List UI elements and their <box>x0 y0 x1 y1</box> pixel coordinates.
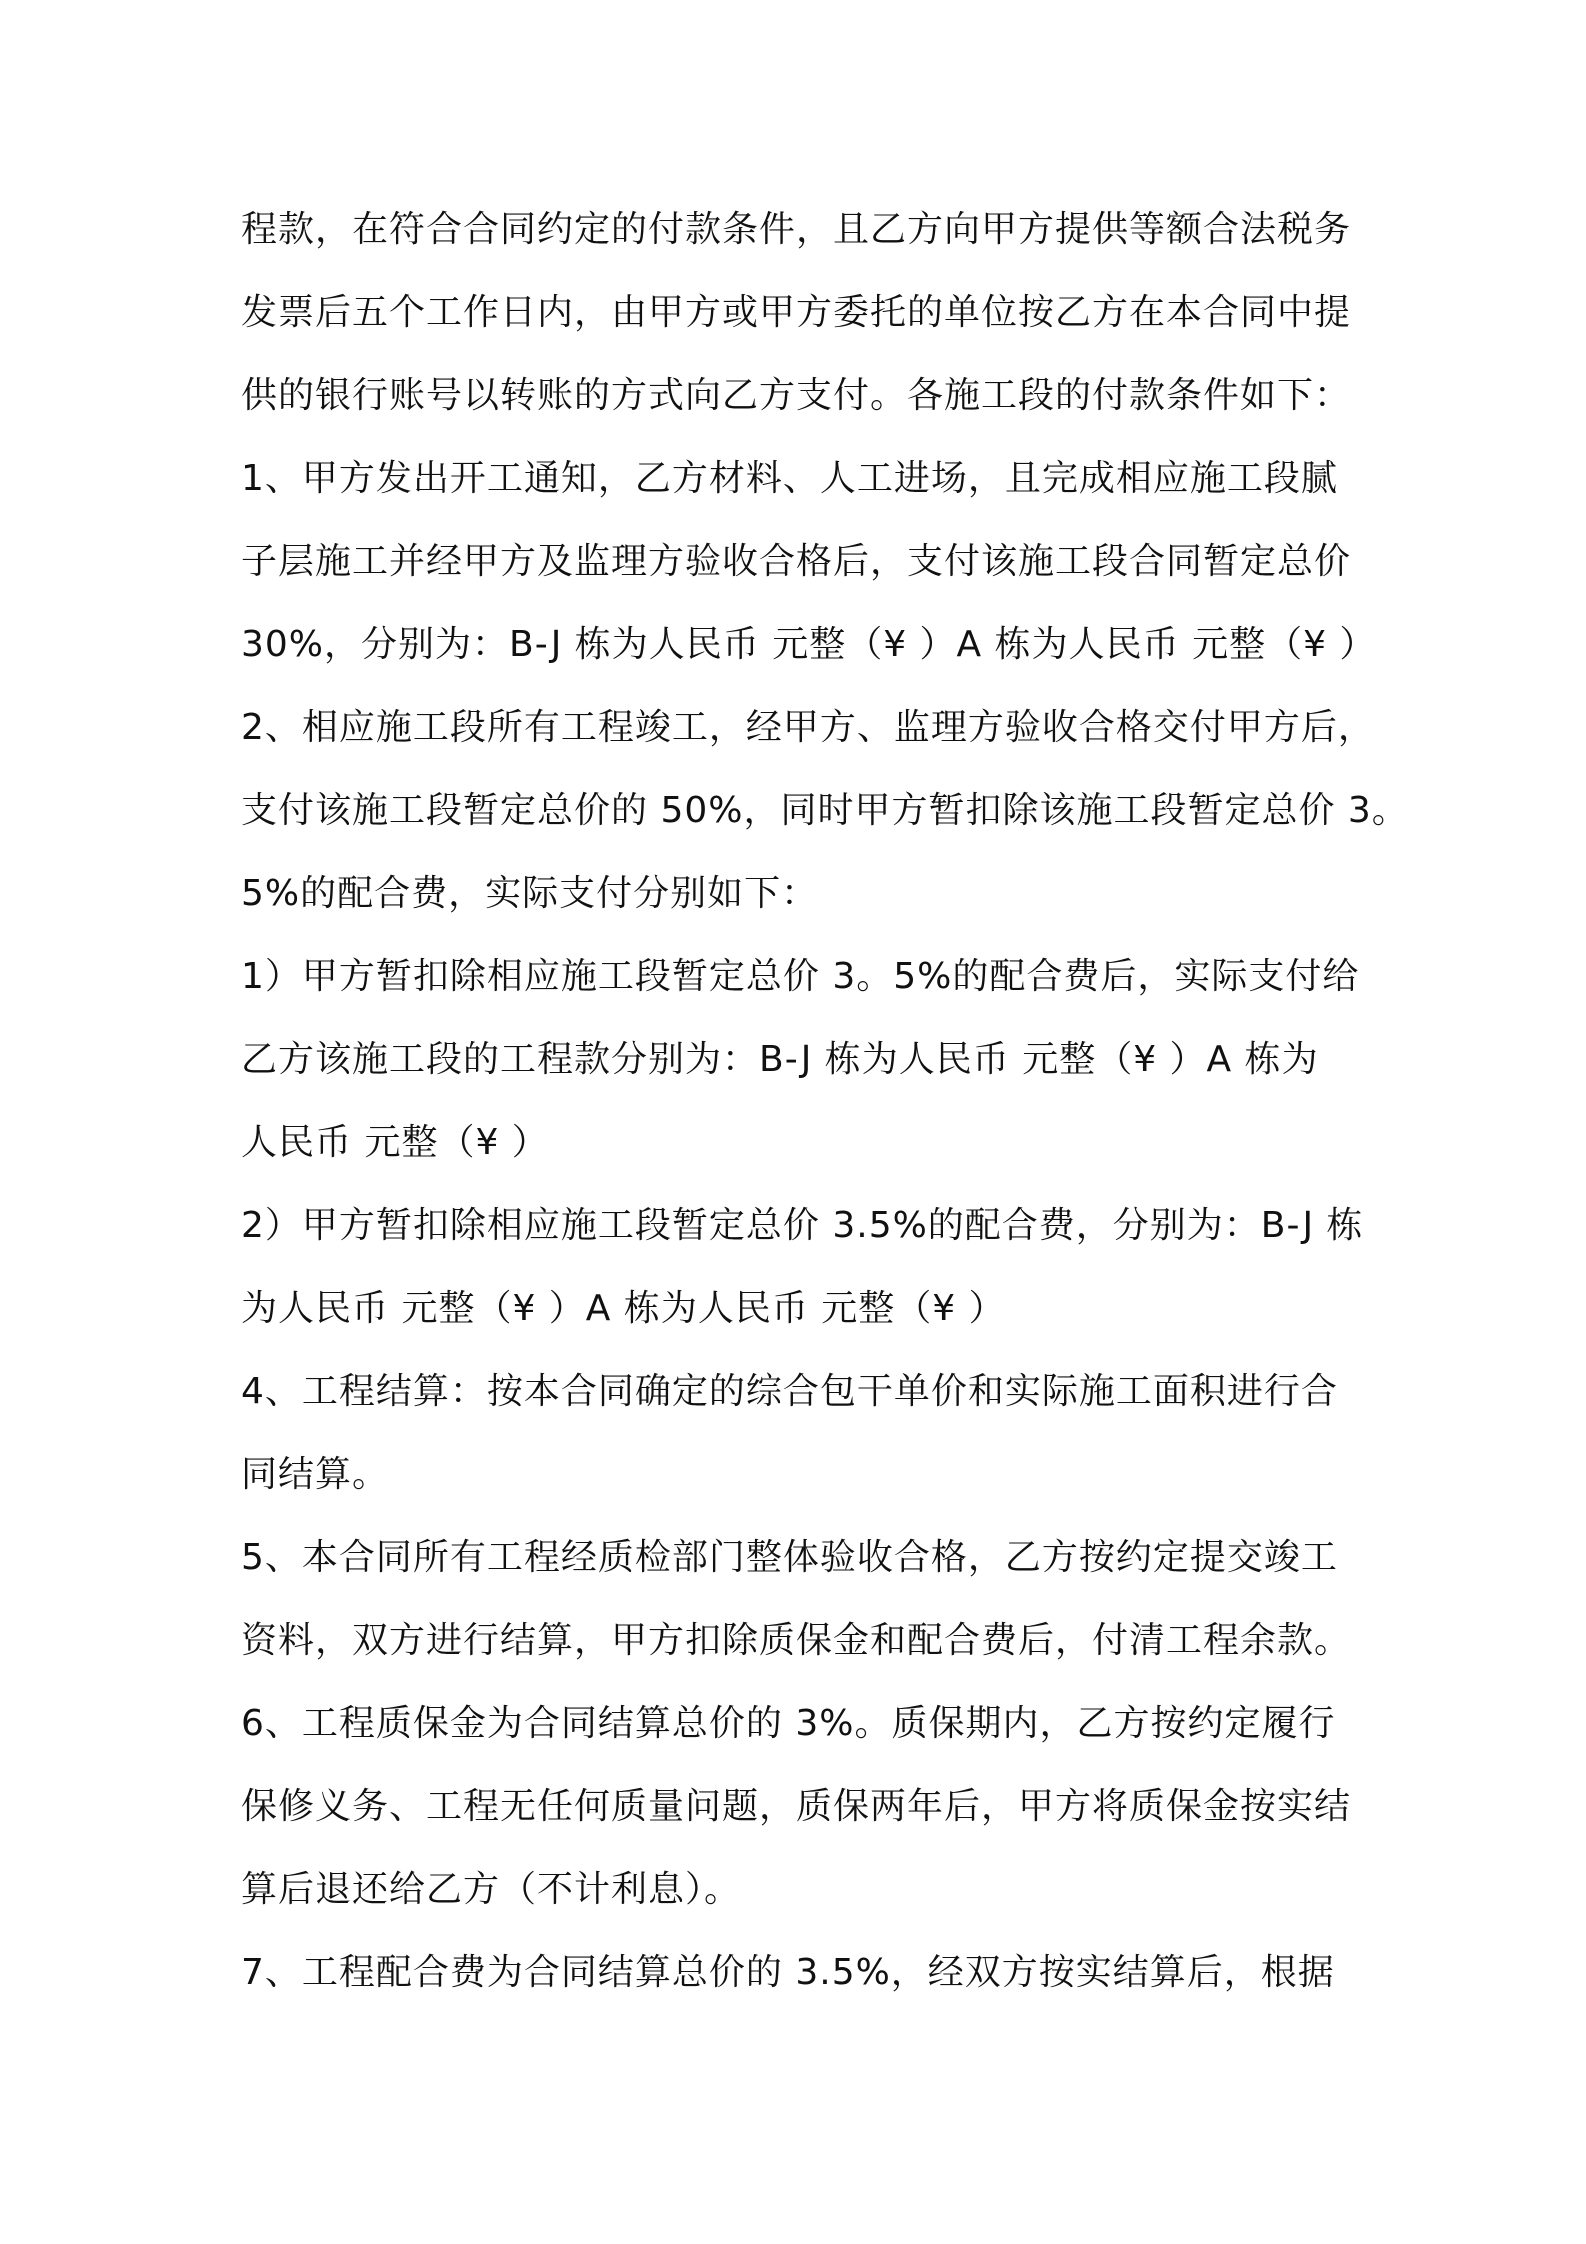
text-line-5: 子层施工并经甲方及监理方验收合格后，支付该施工段合同暂定总价 <box>241 541 1352 582</box>
text-line-11: 乙方该施工段的工程款分别为：B-J 栋为人民币 元整（¥ ）A 栋为 <box>241 1039 1319 1080</box>
text-line-1: 程款，在符合合同约定的付款条件，且乙方向甲方提供等额合法税务 <box>241 209 1352 250</box>
text-line-7: 2、相应施工段所有工程竣工，经甲方、监理方验收合格交付甲方后， <box>241 707 1375 748</box>
text-line-14: 为人民币 元整（¥ ）A 栋为人民币 元整（¥ ） <box>241 1288 1006 1329</box>
text-line-13: 2）甲方暂扣除相应施工段暂定总价 3.5%的配合费，分别为：B-J 栋 <box>241 1205 1364 1246</box>
text-line-17: 5、本合同所有工程经质检部门整体验收合格，乙方按约定提交竣工 <box>241 1537 1338 1578</box>
text-line-3: 供的银行账号以转账的方式向乙方支付。各施工段的付款条件如下： <box>241 375 1352 416</box>
text-line-8: 支付该施工段暂定总价的 50%，同时甲方暂扣除该施工段暂定总价 3。 <box>241 790 1409 831</box>
text-line-4: 1、甲方发出开工通知，乙方材料、人工进场，且完成相应施工段腻 <box>241 458 1338 499</box>
text-line-9: 5%的配合费，实际支付分别如下： <box>241 873 819 914</box>
text-line-20: 保修义务、工程无任何质量问题，质保两年后，甲方将质保金按实结 <box>241 1786 1352 1827</box>
text-line-12: 人民币 元整（¥ ） <box>241 1122 549 1163</box>
text-line-6: 30%，分别为：B-J 栋为人民币 元整（¥ ）A 栋为人民币 元整（¥ ） <box>241 624 1377 665</box>
text-line-15: 4、工程结算：按本合同确定的综合包干单价和实际施工面积进行合 <box>241 1371 1338 1412</box>
text-line-10: 1）甲方暂扣除相应施工段暂定总价 3。5%的配合费后，实际支付给 <box>241 956 1360 997</box>
text-line-21: 算后退还给乙方（不计利息）。 <box>241 1869 742 1910</box>
text-line-18: 资料，双方进行结算，甲方扣除质保金和配合费后，付清工程余款。 <box>241 1620 1352 1661</box>
text-line-2: 发票后五个工作日内，由甲方或甲方委托的单位按乙方在本合同中提 <box>241 292 1352 333</box>
contract-text-body <box>241 198 1409 2024</box>
text-line-19: 6、工程质保金为合同结算总价的 3%。质保期内，乙方按约定履行 <box>241 1703 1336 1744</box>
text-line-16: 同结算。 <box>241 1454 390 1495</box>
text-line-22: 7、工程配合费为合同结算总价的 3.5%，经双方按实结算后，根据 <box>241 1952 1335 1993</box>
